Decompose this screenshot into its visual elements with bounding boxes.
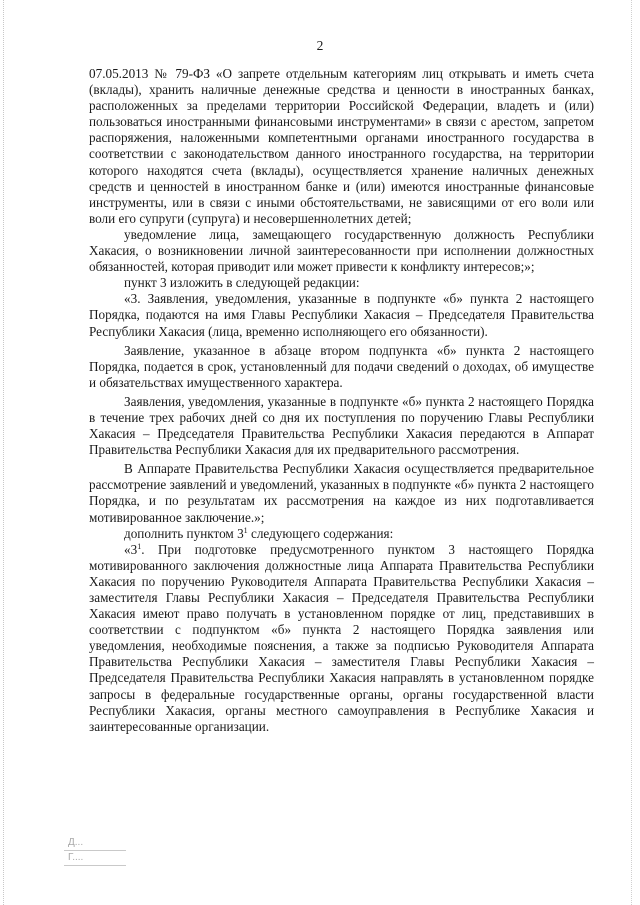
page-number: 2 (316, 38, 324, 53)
add-item31-superscript: 1 (243, 525, 248, 535)
paragraph-item3-intro: пункт 3 изложить в следующей редакции: (124, 275, 360, 291)
stamp-line-1: Д... (64, 836, 126, 851)
add-item31-text-a: дополнить пунктом 3 (124, 525, 244, 541)
paragraph-law-reference: 07.05.2013 № 79-ФЗ «О запрете отдельным категориям лиц открывать и иметь счета (вклады), хранить наличные денежные средства и ценности в иностранных банках, расположенных за пределами территории Российской Федерации, владеть и (или) пользоваться иностранными финансовыми инструментами» в связи с арестом, запретом распоряжения, наложенными компетентными органами иностранного государства в соответствии с законодательством данного иностранного государства, на территории которого находятся счета (вклады), осуществляется хранение наличных денежных средств и ценностей в иностранном банке и (или) имеются иностранные финансовые инструменты, или в связи с иными обстоятельствами, не зависящими от его воли или воли его супруги (супруга) и несовершеннолетних детей; (89, 66, 594, 226)
paragraph-preliminary-review: В Аппарате Правительства Республики Хакасия осуществляется предварительное рассмотрение заявлений и уведомлений, указанных в подпункте «б» пункта 2 настоящего Порядка, и по результатам их рассмотрения на каждое из них подготавливается мотивированное заключение.»; (89, 461, 594, 525)
item31-text-a: «3 (124, 541, 138, 557)
document-body (89, 66, 594, 735)
item31-superscript: 1 (137, 541, 142, 551)
paragraph-application-deadline: Заявление, указанное в абзаце втором подпункта «б» пункта 2 настоящего Порядка, подается в срок, установленный для подачи сведений о доходах, об имуществе и обязательствах имущественного характера. (89, 342, 594, 390)
paragraph-transfer-to-apparatus: Заявления, уведомления, указанные в подпункте «б» пункта 2 настоящего Порядка в течение трех рабочих дней со дня их поступления по поручению Главы Республики Хакасия – Председателя Правительства Республики Хакасия передаются в Аппарат Правительства Республики Хакасия для их предварительного рассмотрения. (89, 393, 594, 458)
paragraph-item3-submission: «3. Заявления, уведомления, указанные в подпункте «б» пункта 2 настоящего Порядка, подаются на имя Главы Республики Хакасия – Председателя Правительства Республики Хакасия (лица, временно исполняющего его обязанности). (89, 291, 594, 339)
paragraph-add-item31 (89, 526, 594, 542)
page-right-edge (629, 0, 632, 905)
paragraph-item31-content (89, 542, 594, 735)
add-item31-text-b: следующего содержания: (247, 525, 394, 541)
stamp-line-2: Г.... (64, 851, 126, 866)
paragraph-conflict-notice: уведомление лица, замещающего государственную должность Республики Хакасия, о возникновении личной заинтересованности при исполнении должностных обязанностей, которая приводит или может привести к конфликту интересов;»; (89, 226, 594, 275)
page-left-edge (3, 0, 6, 905)
item31-text-b: . При подготовке предусмотренного пунктом 3 настоящего Порядка мотивированного заключения должностные лица Аппарата Правительства Республики Хакасия по поручению Руководителя Аппарата Правительства Республики Хакасия – заместителя Главы Республики Хакасия – Председателя Правительства Республики Хакасия имеют право получать в установленном порядке от лиц, представивших в соответствии с подпунктом «б» пункта 2 настоящего Порядка заявления или уведомления, необходимые пояснения, а также за подписью Руководителя Аппарата Правительства Республики Хакасия – заместителя Главы Республики Хакасия – Председателя Правительства Республики Хакасия направлять в установленном порядке запросы в федеральные государственные органы, органы государственной власти Республики Хакасия, органы местного самоуправления в Республике Хакасия и заинтересованные организации. (89, 541, 594, 734)
faint-stamp (64, 836, 130, 878)
